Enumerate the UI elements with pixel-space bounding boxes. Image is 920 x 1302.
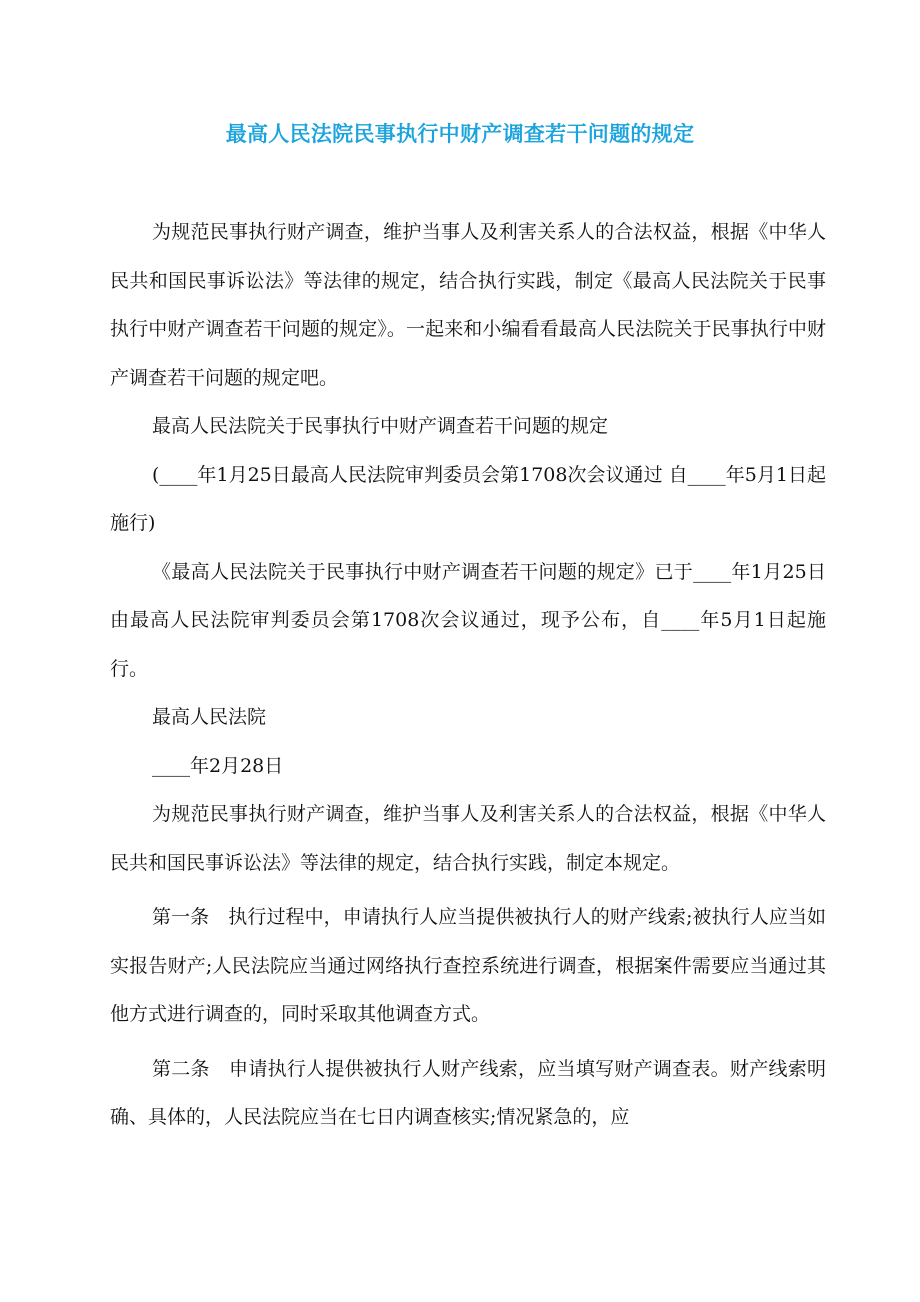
paragraph-date: ____年2月28日 [152, 754, 284, 777]
paragraph-announcement: 《最高人民法院关于民事执行中财产调查若干问题的规定》已于____年1月25日由最高人民法院审判委员会第1708次会议通过，现予公布，自____年5月1日起施行。 [110, 560, 826, 680]
paragraph-adoption-note: (____年1月25日最高人民法院审判委员会第1708次会议通过 自____年5月1日起施行) [110, 463, 826, 534]
paragraph-article-2: 第二条 申请执行人提供被执行人财产线索，应当填写财产调查表。财产线索明确、具体的，人民法院应当在七日内调查核实;情况紧急的，应 [110, 1057, 826, 1128]
paragraph-article-1: 第一条 执行过程中，申请执行人应当提供被执行人的财产线索;被执行人应当如实报告财产;人民法院应当通过网络执行查控系统进行调查，根据案件需要应当通过其他方式进行调查的，同时采取其他调查方式。 [110, 906, 826, 1025]
paragraph-intro: 为规范民事执行财产调查，维护当事人及利害关系人的合法权益，根据《中华人民共和国民事诉讼法》等法律的规定，结合执行实践，制定《最高人民法院关于民事执行中财产调查若干问题的规定》。一起来和小编看看最高人民法院关于民事执行中财产调查若干问题的规定吧。 [110, 221, 826, 389]
document-title: 最高人民法院民事执行中财产调查若干问题的规定 [225, 121, 695, 146]
paragraph-heading: 最高人民法院关于民事执行中财产调查若干问题的规定 [152, 415, 609, 437]
paragraph-issuer: 最高人民法院 [152, 706, 267, 728]
paragraph-preamble: 为规范民事执行财产调查，维护当事人及利害关系人的合法权益，根据《中华人民共和国民事诉讼法》等法律的规定，结合执行实践，制定本规定。 [110, 803, 826, 874]
document-body [110, 208, 826, 1142]
